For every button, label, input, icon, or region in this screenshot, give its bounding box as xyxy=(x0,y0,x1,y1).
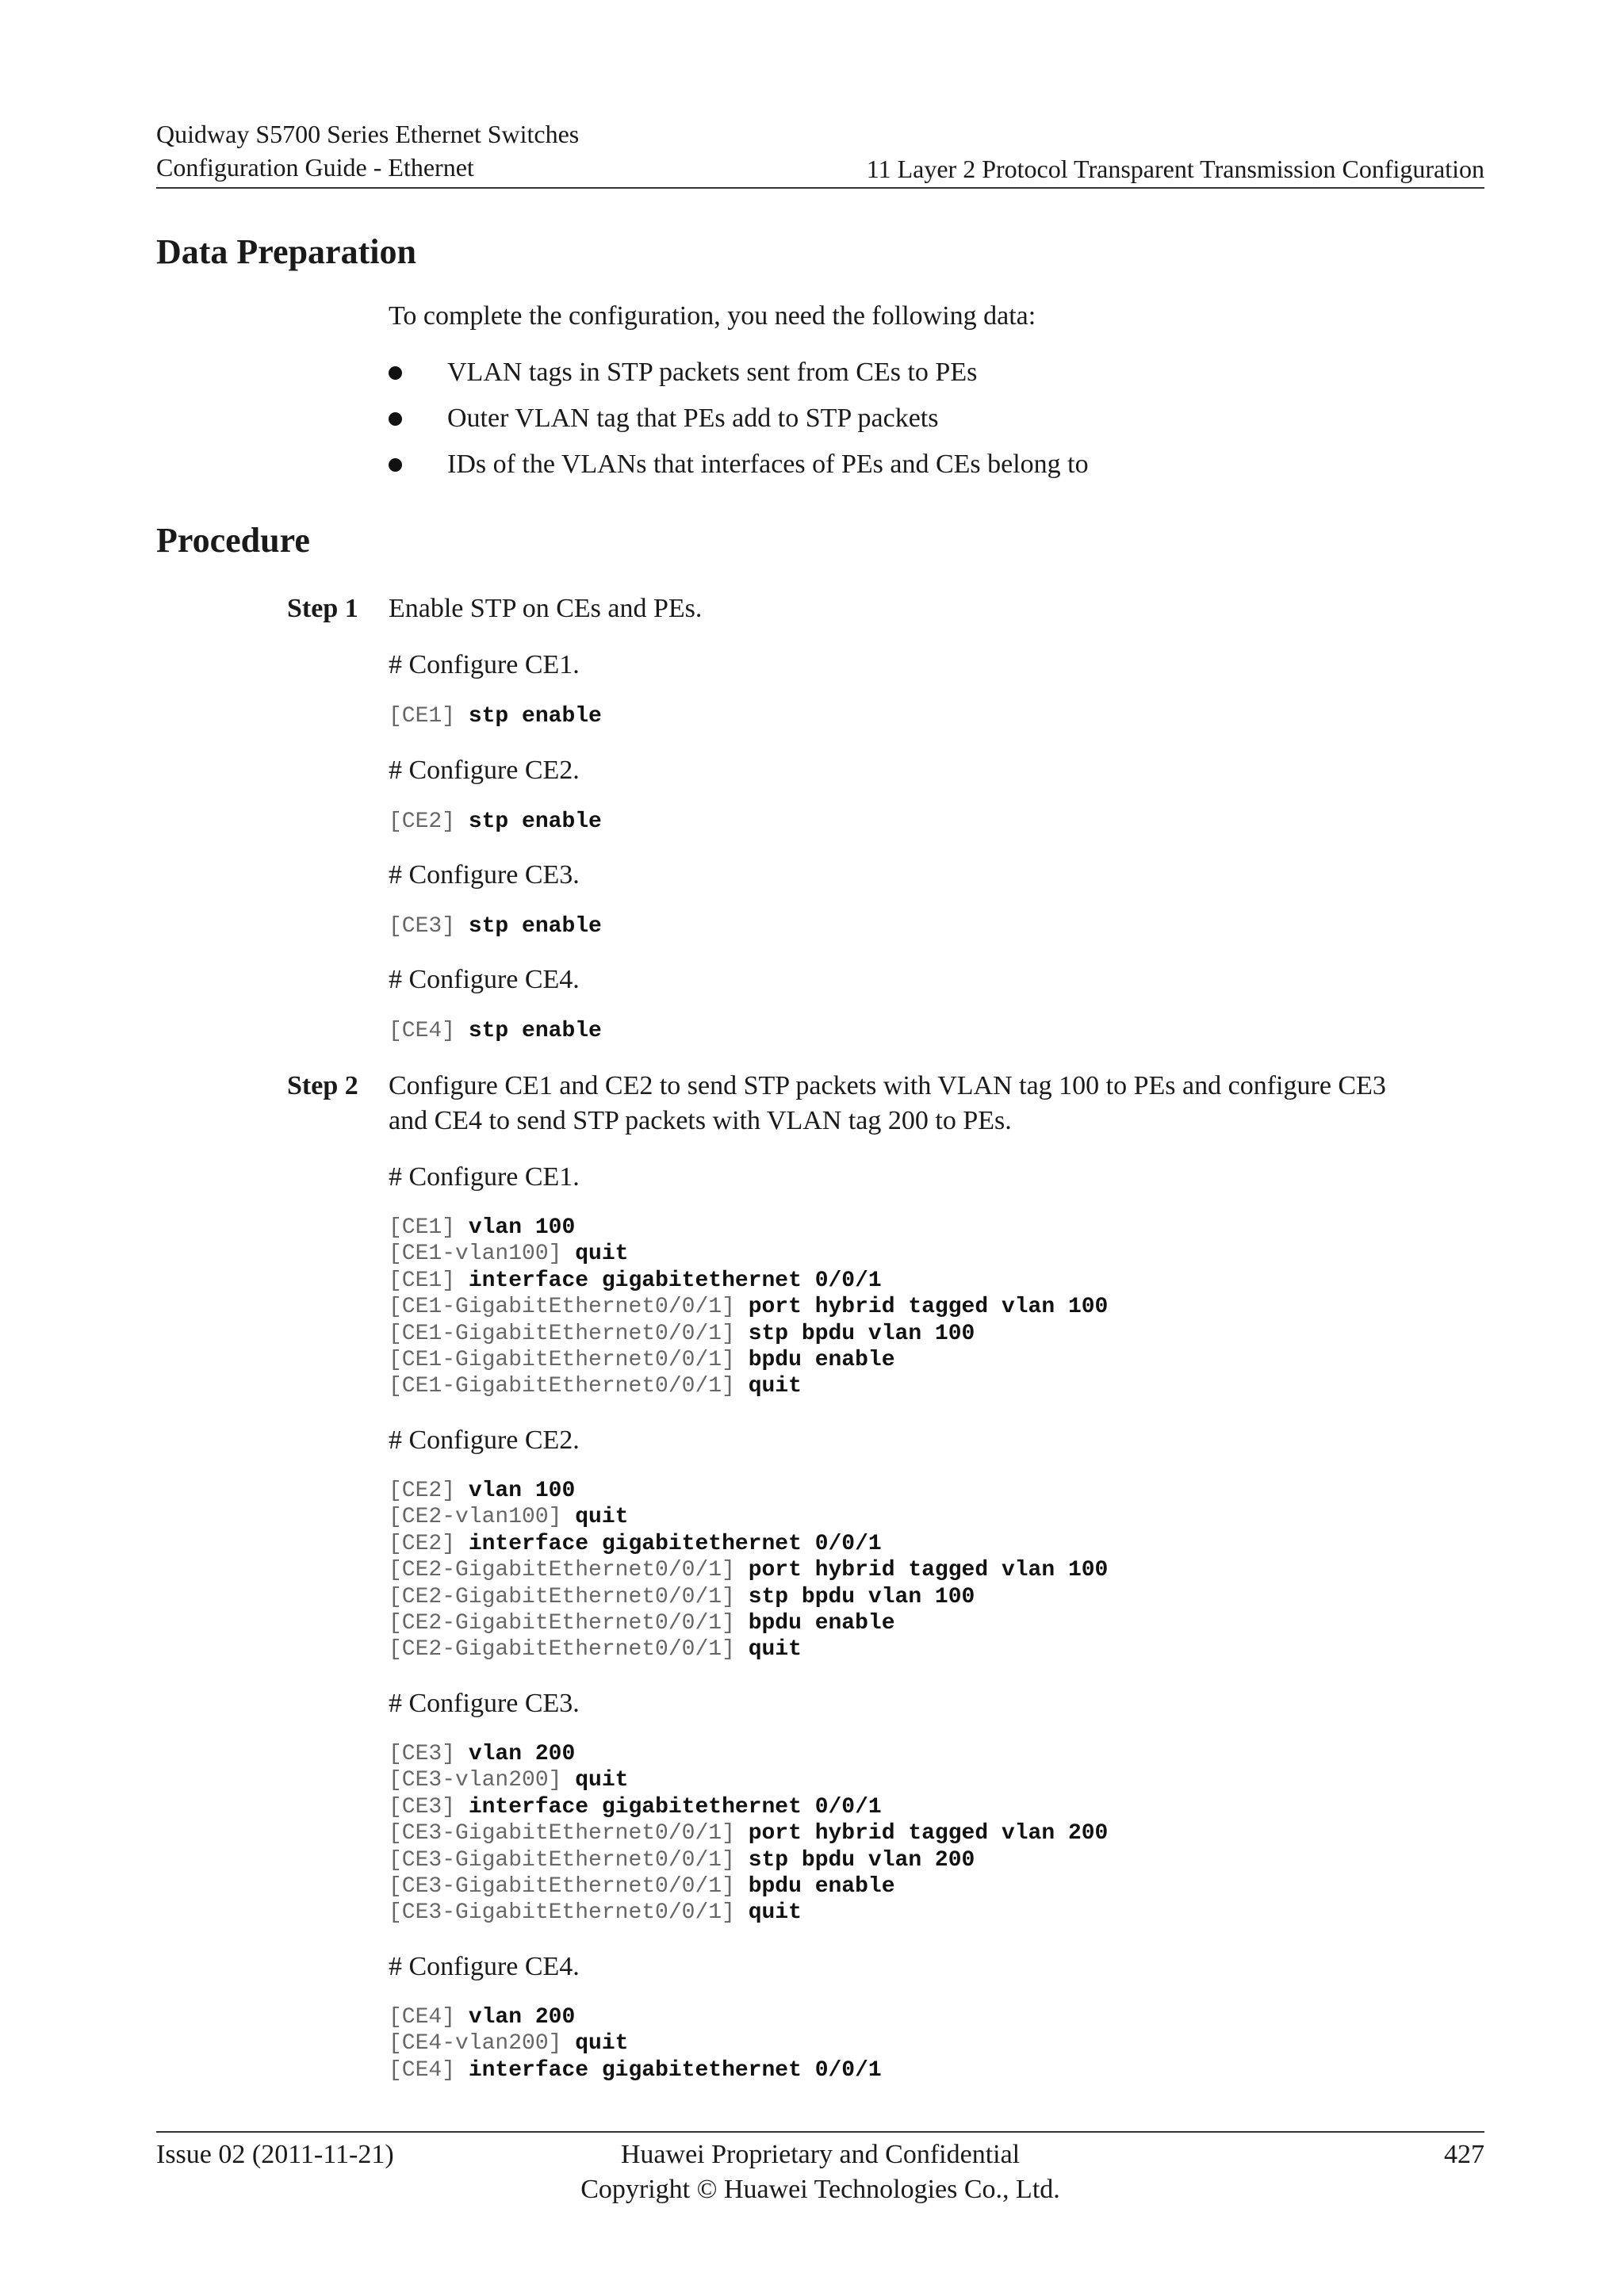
cli-prompt: [CE2-vlan100] xyxy=(389,1505,562,1530)
code-line xyxy=(389,1900,1108,1926)
footer-issue: Issue 02 (2011-11-21) xyxy=(156,2140,394,2169)
cli-prompt: [CE4-vlan200] xyxy=(389,2031,562,2057)
cli-prompt: [CE2] xyxy=(389,1479,456,1503)
footer-confidential: Huawei Proprietary and Confidential xyxy=(620,2140,1021,2169)
bullet-icon xyxy=(389,458,402,472)
step-1-label: Step 1 xyxy=(287,594,358,623)
code-line xyxy=(389,1741,1108,1767)
cli-prompt: [CE4] xyxy=(389,1019,456,1043)
code-line xyxy=(389,1373,1108,1399)
code-line xyxy=(389,1321,1108,1347)
cli-command: quit xyxy=(575,1242,629,1267)
cli-prompt: [CE2-GigabitEthernet0/0/1] xyxy=(389,1611,735,1636)
config-comment: # Configure CE1. xyxy=(389,1162,580,1192)
code-block xyxy=(389,1018,602,1044)
code-line xyxy=(389,1873,1108,1900)
code-block xyxy=(389,703,602,729)
step-1-text: Enable STP on CEs and PEs. xyxy=(389,594,703,623)
cli-prompt: [CE2] xyxy=(389,809,456,834)
code-line xyxy=(389,1268,1108,1294)
bullet-icon xyxy=(389,366,402,380)
cli-prompt: [CE4] xyxy=(389,2005,456,2030)
data-preparation-heading: Data Preparation xyxy=(156,232,416,271)
cli-prompt: [CE3-GigabitEthernet0/0/1] xyxy=(389,1821,735,1846)
code-line xyxy=(389,1794,1108,1820)
list-item-text: IDs of the VLANs that interfaces of PEs and CEs belong to xyxy=(447,450,1089,479)
config-comment: # Configure CE2. xyxy=(389,1425,580,1455)
cli-command: bpdu enable xyxy=(748,1348,895,1373)
cli-prompt: [CE1] xyxy=(389,1215,456,1240)
cli-prompt: [CE3-vlan200] xyxy=(389,1768,562,1793)
code-line xyxy=(389,1767,1108,1793)
config-comment: # Configure CE3. xyxy=(389,1689,580,1718)
config-comment: # Configure CE4. xyxy=(389,965,580,994)
code-line xyxy=(389,2004,882,2030)
cli-prompt: [CE3-GigabitEthernet0/0/1] xyxy=(389,1874,735,1900)
cli-command: interface gigabitethernet 0/0/1 xyxy=(468,1268,882,1293)
code-line xyxy=(389,1478,1108,1504)
cli-command: port hybrid tagged vlan 100 xyxy=(748,1558,1109,1583)
code-line xyxy=(389,1636,1108,1663)
code-block xyxy=(389,1478,1108,1663)
cli-command: stp bpdu vlan 100 xyxy=(748,1584,975,1609)
header-product: Quidway S5700 Series Ethernet Switches xyxy=(156,120,580,148)
page-header xyxy=(156,117,1484,189)
cli-prompt: [CE1-GigabitEthernet0/0/1] xyxy=(389,1348,735,1373)
cli-prompt: [CE1-GigabitEthernet0/0/1] xyxy=(389,1295,735,1320)
code-block xyxy=(389,1741,1108,1927)
cli-prompt: [CE2-GigabitEthernet0/0/1] xyxy=(389,1584,735,1609)
procedure-heading: Procedure xyxy=(156,521,310,560)
cli-command: stp enable xyxy=(468,809,602,834)
config-comment: # Configure CE4. xyxy=(389,1952,580,1981)
step-2-text-line1: Configure CE1 and CE2 to send STP packets with VLAN tag 100 to PEs and configure CE3 xyxy=(389,1071,1386,1100)
config-comment: # Configure CE2. xyxy=(389,756,580,785)
code-line xyxy=(389,1610,1108,1636)
cli-command: vlan 200 xyxy=(468,1742,576,1766)
cli-command: port hybrid tagged vlan 100 xyxy=(748,1295,1109,1320)
cli-command: vlan 100 xyxy=(468,1479,576,1503)
code-block xyxy=(389,913,602,939)
cli-command: interface gigabitethernet 0/0/1 xyxy=(468,1531,882,1556)
code-line xyxy=(389,1820,1108,1846)
code-line xyxy=(389,1504,1108,1530)
header-left xyxy=(156,117,579,184)
code-line xyxy=(389,1215,1108,1241)
bullet-icon xyxy=(389,412,402,426)
cli-prompt: [CE3-GigabitEthernet0/0/1] xyxy=(389,1900,735,1926)
cli-command: bpdu enable xyxy=(748,1611,895,1636)
footer-copyright: Copyright © Huawei Technologies Co., Ltd. xyxy=(580,2175,1060,2204)
header-chapter: 11 Layer 2 Protocol Transparent Transmission Configuration xyxy=(866,155,1484,183)
cli-command: quit xyxy=(575,1768,629,1793)
cli-prompt: [CE2-GigabitEthernet0/0/1] xyxy=(389,1558,735,1583)
cli-prompt: [CE2-GigabitEthernet0/0/1] xyxy=(389,1637,735,1663)
config-comment: # Configure CE3. xyxy=(389,860,580,890)
cli-prompt: [CE1-GigabitEthernet0/0/1] xyxy=(389,1374,735,1399)
code-block xyxy=(389,2004,882,2084)
cli-command: stp enable xyxy=(468,1019,602,1043)
cli-prompt: [CE3] xyxy=(389,914,456,939)
code-line xyxy=(389,2030,882,2057)
data-preparation-intro: To complete the configuration, you need the following data: xyxy=(389,301,1036,331)
cli-command: quit xyxy=(748,1637,802,1663)
cli-prompt: [CE1-vlan100] xyxy=(389,1242,562,1267)
cli-command: bpdu enable xyxy=(748,1874,895,1900)
code-line xyxy=(389,1241,1108,1267)
cli-command: quit xyxy=(575,1505,629,1530)
cli-prompt: [CE2] xyxy=(389,1531,456,1556)
cli-command: stp enable xyxy=(468,704,602,729)
code-line xyxy=(389,1584,1108,1610)
config-comment: # Configure CE1. xyxy=(389,650,580,679)
cli-prompt: [CE1-GigabitEthernet0/0/1] xyxy=(389,1321,735,1346)
cli-command: quit xyxy=(748,1900,802,1926)
code-line xyxy=(389,1294,1108,1320)
footer-page-number: 427 xyxy=(1444,2140,1484,2169)
code-line xyxy=(389,1847,1108,1873)
cli-command: interface gigabitethernet 0/0/1 xyxy=(468,1794,882,1820)
cli-command: vlan 200 xyxy=(468,2005,576,2030)
cli-command: interface gigabitethernet 0/0/1 xyxy=(468,2057,882,2083)
cli-prompt: [CE3] xyxy=(389,1794,456,1820)
cli-prompt: [CE3] xyxy=(389,1742,456,1766)
code-line xyxy=(389,1347,1108,1373)
cli-prompt: [CE1] xyxy=(389,704,456,729)
code-line xyxy=(389,1557,1108,1583)
cli-command: quit xyxy=(575,2031,629,2057)
step-2-label: Step 2 xyxy=(287,1071,358,1100)
code-line xyxy=(389,2057,882,2084)
cli-command: port hybrid tagged vlan 200 xyxy=(748,1821,1109,1846)
cli-prompt: [CE1] xyxy=(389,1268,456,1293)
header-guide: Configuration Guide - Ethernet xyxy=(156,153,474,182)
cli-command: quit xyxy=(748,1374,802,1399)
code-block xyxy=(389,809,602,835)
list-item-text: Outer VLAN tag that PEs add to STP packets xyxy=(447,404,939,433)
cli-command: vlan 100 xyxy=(468,1215,576,1240)
cli-command: stp enable xyxy=(468,914,602,939)
code-line xyxy=(389,1531,1108,1557)
cli-command: stp bpdu vlan 100 xyxy=(748,1321,975,1346)
cli-prompt: [CE3-GigabitEthernet0/0/1] xyxy=(389,1847,735,1873)
footer-center xyxy=(156,2137,1484,2207)
cli-prompt: [CE4] xyxy=(389,2057,456,2083)
code-block xyxy=(389,1215,1108,1400)
step-2-text-line2: and CE4 to send STP packets with VLAN tag 200 to PEs. xyxy=(389,1106,1012,1135)
page-footer xyxy=(156,2131,1484,2204)
cli-command: stp bpdu vlan 200 xyxy=(748,1847,975,1873)
list-item-text: VLAN tags in STP packets sent from CEs to PEs xyxy=(447,358,978,387)
